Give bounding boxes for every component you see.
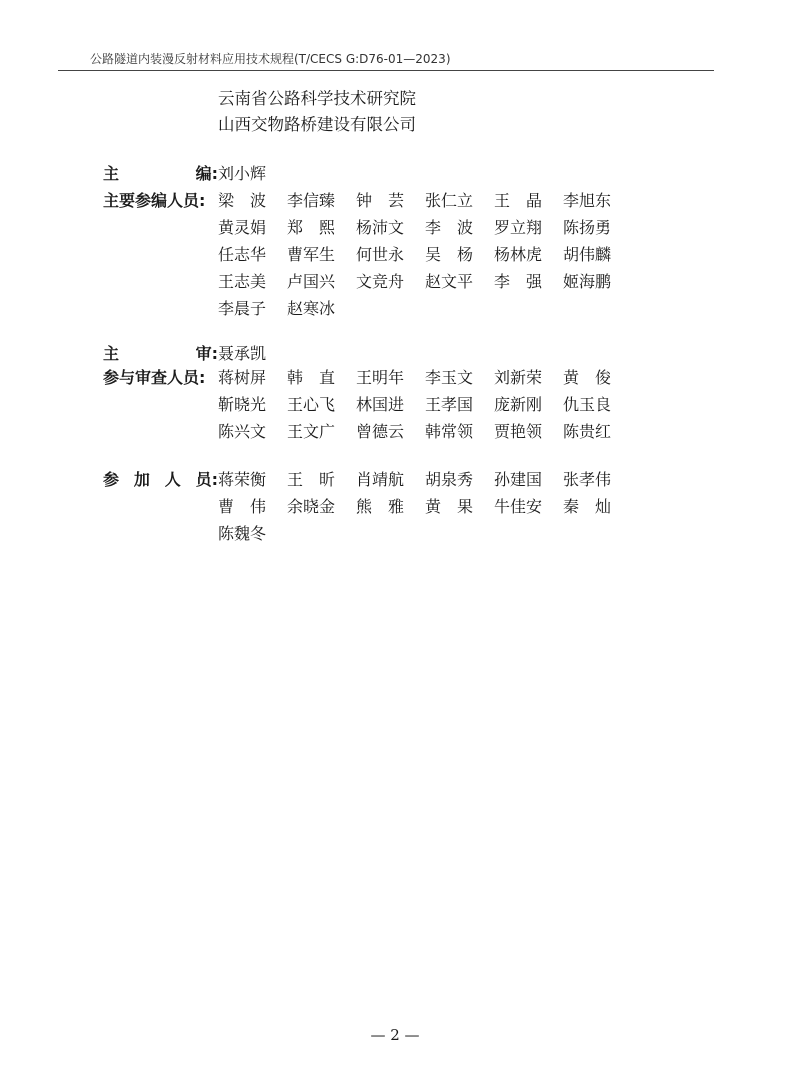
person-name: 梁 波	[218, 191, 267, 210]
main-contributors-label: 主要参编人员:	[103, 191, 206, 210]
person-name: 靳晓光	[218, 395, 267, 414]
name-row	[218, 521, 287, 544]
chief-editor-label: 主 编:	[103, 164, 218, 183]
organization-list	[218, 86, 416, 138]
reviewers-label: 参与审查人员:	[103, 368, 206, 387]
name-row	[218, 242, 632, 265]
chief-reviewer-label: 主 审:	[103, 344, 218, 363]
person-name: 黄灵娟	[218, 218, 267, 237]
person-name: 胡泉秀	[425, 470, 474, 489]
person-name: 陈魏冬	[218, 524, 267, 543]
person-name: 张仁立	[425, 191, 474, 210]
person-name: 牛佳安	[494, 497, 543, 516]
name-row	[218, 215, 632, 238]
name-row	[218, 467, 632, 490]
person-name: 李晨子	[218, 299, 267, 318]
name-row	[218, 296, 356, 319]
person-name: 曹 伟	[218, 497, 267, 516]
person-name: 仇玉良	[563, 395, 612, 414]
running-header: 公路隧道内装漫反射材料应用技术规程(T/CECS G:D76-01—2023)	[90, 52, 451, 66]
person-name: 孙建国	[494, 470, 543, 489]
name-row	[218, 188, 632, 211]
name-row	[218, 392, 632, 415]
person-name: 秦 灿	[563, 497, 612, 516]
reviewers-section	[103, 363, 632, 444]
chief-editor-name: 刘小辉	[218, 164, 267, 183]
person-name: 黄 果	[425, 497, 474, 516]
person-name: 钟 芸	[356, 191, 405, 210]
person-name: 庞新刚	[494, 395, 543, 414]
person-name: 李旭东	[563, 191, 612, 210]
participants-label: 参 加 人 员:	[103, 470, 218, 489]
person-name: 刘新荣	[494, 368, 543, 387]
person-name: 王文广	[287, 422, 336, 441]
page-number: — 2 —	[370, 1026, 420, 1044]
person-name: 杨沛文	[356, 218, 405, 237]
person-name: 余晓金	[287, 497, 336, 516]
person-name: 郑 熙	[287, 218, 336, 237]
person-name: 赵文平	[425, 272, 474, 291]
person-name: 吴 杨	[425, 245, 474, 264]
person-name: 陈贵红	[563, 422, 612, 441]
person-name: 姬海鹏	[563, 272, 612, 291]
person-name: 陈兴文	[218, 422, 267, 441]
person-name: 王心飞	[287, 395, 336, 414]
person-name: 王明年	[356, 368, 405, 387]
person-name: 韩常领	[425, 422, 474, 441]
person-name: 贾艳领	[494, 422, 543, 441]
person-name: 胡伟麟	[563, 245, 612, 264]
person-name: 黄 俊	[563, 368, 612, 387]
person-name: 卢国兴	[287, 272, 336, 291]
chief-reviewer-name: 聂承凯	[218, 344, 267, 363]
person-name: 李玉文	[425, 368, 474, 387]
person-name: 何世永	[356, 245, 405, 264]
person-name: 曾德云	[356, 422, 405, 441]
person-name: 王志美	[218, 272, 267, 291]
name-row	[218, 269, 632, 292]
person-name: 韩 直	[287, 368, 336, 387]
person-name: 林国进	[356, 395, 405, 414]
name-row	[218, 419, 632, 442]
main-contributors-section	[103, 186, 632, 321]
person-name: 蒋树屏	[218, 368, 267, 387]
person-name: 罗立翔	[494, 218, 543, 237]
person-name: 李信臻	[287, 191, 336, 210]
chief-editor-section	[103, 159, 266, 186]
person-name: 肖靖航	[356, 470, 405, 489]
person-name: 李 强	[494, 272, 543, 291]
person-name: 曹军生	[287, 245, 336, 264]
header-rule	[58, 70, 714, 71]
person-name: 熊 雅	[356, 497, 405, 516]
organization-item: 云南省公路科学技术研究院	[218, 89, 416, 108]
person-name: 王孝国	[425, 395, 474, 414]
person-name: 李 波	[425, 218, 474, 237]
person-name: 文竞舟	[356, 272, 405, 291]
person-name: 蒋荣衡	[218, 470, 267, 489]
participants-section	[103, 465, 632, 546]
person-name: 陈扬勇	[563, 218, 612, 237]
name-row	[218, 365, 632, 388]
name-row	[218, 494, 632, 517]
person-name: 赵寒冰	[287, 299, 336, 318]
organization-item: 山西交物路桥建设有限公司	[218, 115, 416, 134]
person-name: 杨林虎	[494, 245, 543, 264]
person-name: 王 昕	[287, 470, 336, 489]
person-name: 任志华	[218, 245, 267, 264]
person-name: 王 晶	[494, 191, 543, 210]
person-name: 张孝伟	[563, 470, 612, 489]
chief-reviewer-section	[103, 339, 266, 366]
